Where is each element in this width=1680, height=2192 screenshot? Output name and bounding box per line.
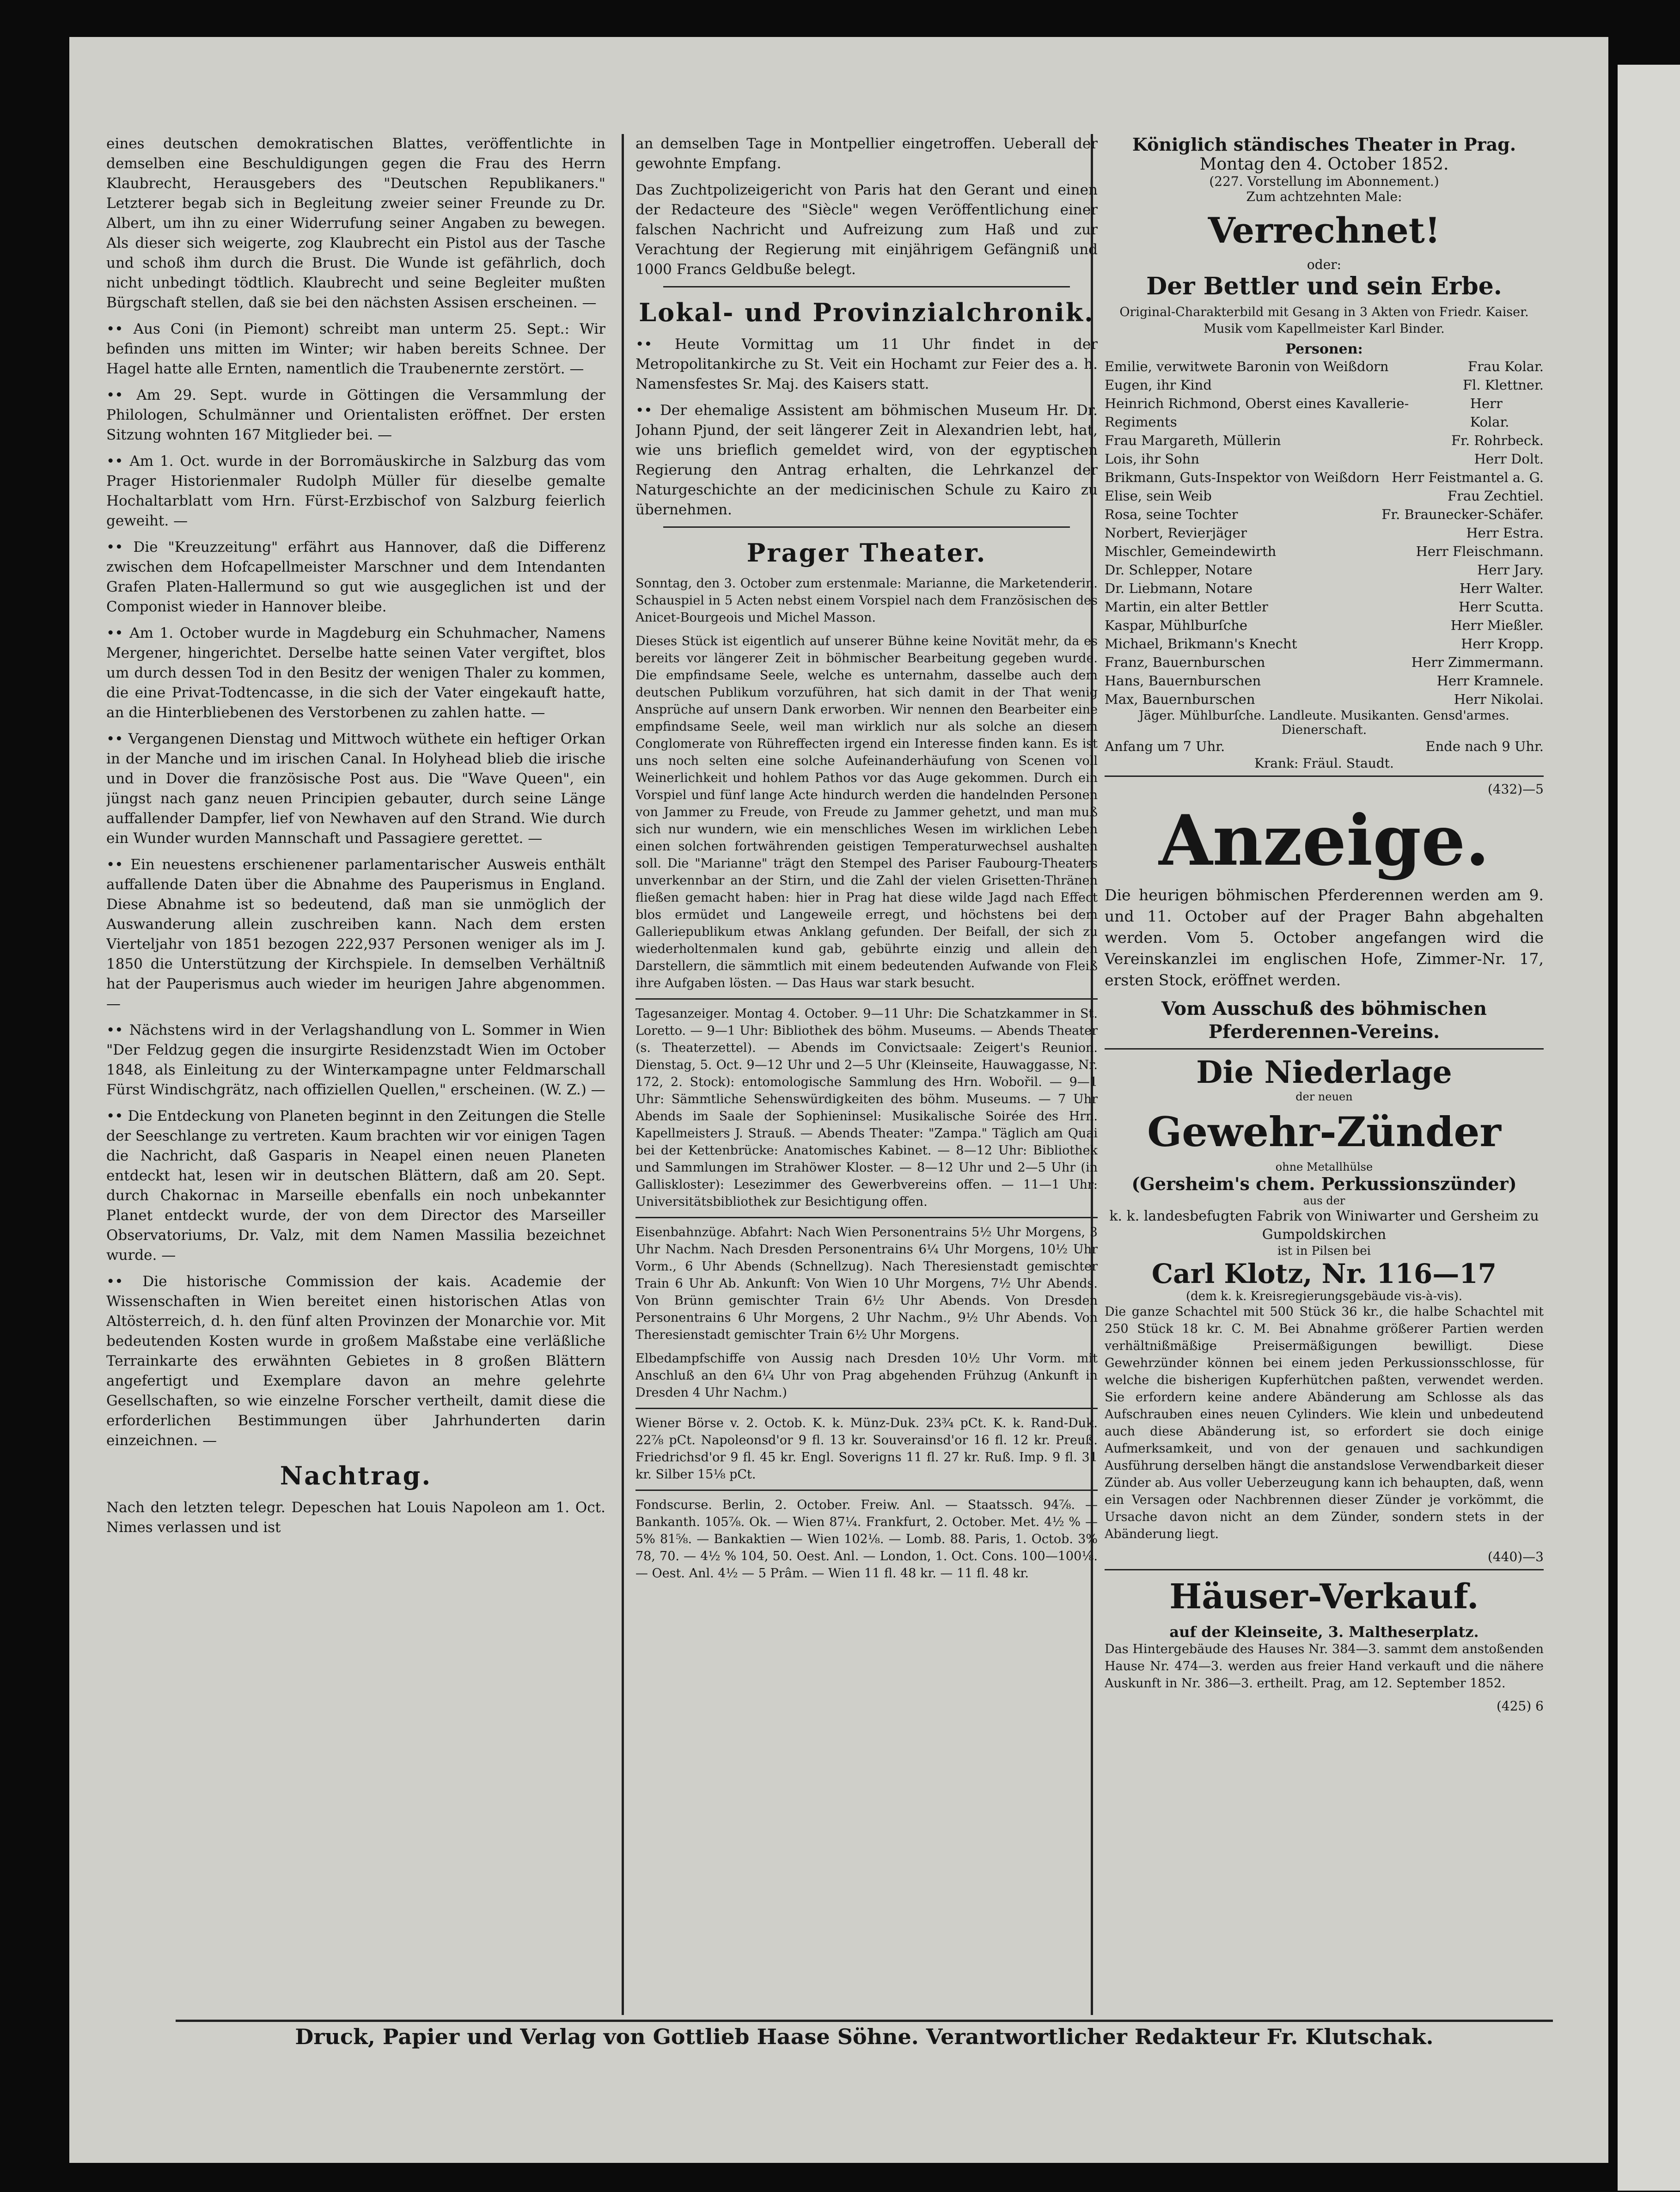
role-name: Kaspar, Mühlburſche xyxy=(1105,617,1248,633)
divider xyxy=(663,286,1070,287)
article-paragraph: •• Am 29. Sept. wurde in Göttingen die Versammlung der Philologen, Schulmänner und Orientalisten eröffnet. Der ersten Sitzung wohnten 167 Mitglieder bei. — xyxy=(106,387,605,443)
ad2-ist: ist in Pilsen bei xyxy=(1277,1244,1371,1258)
start-time: Anfang um 7 Uhr. xyxy=(1105,739,1225,754)
article-paragraph: Das Zuchtpolizeigericht von Paris hat den Gerant und einen der Redacteure des "Siècle" wegen Veröffentlichung einer falschen Nachricht und Aufreizung zum Haß und zur Verachtung der Regierung mit einjährigem Gefängniß und 1000 Francs Geldbuße belegt. xyxy=(635,182,1098,278)
ad2-title: Gewehr-Zünder xyxy=(1147,1108,1501,1156)
cast-row xyxy=(1105,450,1544,468)
cast-row xyxy=(1105,431,1544,450)
role-name: Elise, sein Weib xyxy=(1105,488,1212,504)
cast-row xyxy=(1105,394,1544,431)
ad3-title: Häuser-Verkauf. xyxy=(1169,1577,1479,1617)
ad2-name: Carl Klotz, Nr. 116—17 xyxy=(1151,1258,1497,1289)
actor-name: Herr Mießler. xyxy=(1450,617,1544,633)
footer-rule xyxy=(176,2020,1553,2022)
cast-row xyxy=(1105,542,1544,561)
role-name: Lois, ihr Sohn xyxy=(1105,451,1200,467)
ad2-gegenueber: (dem k. k. Kreisregierungsgebäude vis-à-vis). xyxy=(1185,1289,1462,1303)
role-name: Heinrich Richmond, Oberst eines Kavallerie-Regiments xyxy=(1105,396,1409,430)
ad-number: (425) 6 xyxy=(1496,1698,1544,1714)
tagesanzeiger: Tagesanzeiger. Montag 4. October. 9—11 Uhr: Die Schatzkammer in St. Loretto. — 9—1 Uhr: Bibliothek des böhm. Museums. — Abends Theater (s. Theaterzettel). — Abends im Convictsaale: Zeigert's Reunion. Dienstag, 5. Oct. 9—12 Uhr und 2—5 Uhr (Kleinseite, Hauwaggasse, Nr. 172, 2. Stock): entomologische Sammlung des Hrn. Wobořil. — 9—1 Uhr: Sämmtliche Sehenswürdigkeiten des böhm. Museums. — 7 Uhr Abends im Saale der Sophieninsel: Musikalische Soirée des Hrn. Kapellmeisters J. Strauß. — Abends Theater: "Zampa." Täglich am Quai bei der Kettenbrücke: Anatomisches Kabinet. — 8—12 Uhr: Bibliothek und Sammlungen im Strahöwer Kloster. — 8—12 Uhr und 2—5 Uhr (in Galliskloster): Lesezimmer des Gewerbvereins offen. — 11—1 Uhr: Universitätsbibliothek zur Besichtigung offen. xyxy=(635,1007,1098,1209)
ad-number: (432)—5 xyxy=(1487,782,1544,797)
end-time: Ende nach 9 Uhr. xyxy=(1425,739,1544,754)
ad2-fabrik: k. k. landesbefugten Fabrik von Winiwarter und Gersheim zu Gumpoldskirchen xyxy=(1109,1208,1539,1243)
theater-head: Königlich ständisches Theater in Prag. xyxy=(1132,134,1516,155)
actor-name: Herr Zimmermann. xyxy=(1411,654,1544,670)
cast-row xyxy=(1105,690,1544,708)
vorstellung: (227. Vorstellung im Abonnement.) xyxy=(1209,174,1439,189)
article-paragraph: eines deutschen demokratischen Blattes, veröffentlichte in demselben eine Beschuldigungen gegen die Frau des Herrn Klaubrecht, Herausgebers des "Deutschen Republikaners." Letzterer begab sich in Begleitung zweier seiner Freunde zu Dr. Albert, um ihn zu einer Widerrufung seiner Angaben zu bewegen. Als dieser sich weigerte, zog Klaubrecht ein Pistol aus der Tasche und schoß ihm durch die Brust. Die Wunde ist gefährlich, doch nicht unbedingt tödtlich. Klaubrecht und seine Begleiter mußten Bürgschaft stellen, daß sie bei den nächsten Assisen erscheinen. — xyxy=(106,135,605,311)
adjacent-page-edge xyxy=(1618,65,1680,2191)
actor-name: Herr Fleischmann. xyxy=(1416,543,1544,559)
play-title: Verrechnet! xyxy=(1208,210,1441,251)
cast-row xyxy=(1105,561,1544,579)
divider xyxy=(1105,1569,1544,1570)
cast-row xyxy=(1105,505,1544,524)
anzeige-text: Die heurigen böhmischen Pferderennen werden am 9. und 11. October auf der Prager Bahn abgehalten werden. Vom 5. October angefangen wird die Vereinskanzlei im englischen Hofe, Zimmer-Nr. 17, ersten Stock, eröffnet werden. xyxy=(1105,886,1544,989)
cast-row xyxy=(1105,653,1544,672)
article-paragraph: •• Die historische Commission der kais. Academie der Wissenschaften in Wien bereitet einen historischen Atlas von Altösterreich, d. h. den fünf alten Provinzen der Monarchie vor. Mit bedeutenden Kosten wurde in großem Maßstabe eine verläßliche Terrainkarte des erwähnten Gebietes in 8 großen Blättern angefertigt und Exemplare davon an mehre gelehrte Gesellschaften, so wie einzelne Forscher vertheilt, damit diese die erforderlichen Bestimmungen über Jahrhunderten darin einzeichnen. — xyxy=(106,1273,605,1449)
ad3-text: Das Hintergebäude des Hauses Nr. 384—3. sammt dem anstoßenden Hause Nr. 474—3. werden aus freier Hand verkauft und die nähere Auskunft in Nr. 386—3. ertheilt. Prag, am 12. September 1852. xyxy=(1105,1642,1544,1691)
actor-name: Herr Walter. xyxy=(1460,580,1544,596)
cast-list xyxy=(1105,357,1544,708)
cast-row xyxy=(1105,598,1544,616)
divider xyxy=(663,526,1070,528)
play-genre: Original-Charakterbild mit Gesang in 3 Akten von Friedr. Kaiser. Musik vom Kapellmeister Karl Binder. xyxy=(1119,305,1529,336)
column-rule xyxy=(622,134,624,2015)
actor-name: Herr Scutta. xyxy=(1459,599,1544,615)
article-paragraph: •• Der ehemalige Assistent am böhmischen Museum Hr. Dr. Johann Pjund, der seit längerer Zeit in Alexandrien lebt, hat, wie uns brieflich gemeldet wird, von der egyptischen Regierung den Antrag erhalten, die Lehrkanzel der Naturgeschichte an der medicinischen Schule zu Kairo zu übernehmen. xyxy=(635,402,1098,518)
eisenbahnzuege: Eisenbahnzüge. Abfahrt: Nach Wien Personentrains 5½ Uhr Morgens, 3 Uhr Nachm. Nach Dresden Personentrains 6¼ Uhr Morgens, 10½ Uhr Vorm., 6 Uhr Abends (Schnellzug). Nach Theresienstadt gemischter Train 6 Uhr Ab. Ankunft: Von Wien 10 Uhr Morgens, 7½ Uhr Abends. Von Brünn gemischter Train 6½ Uhr Abends. Von Dresden Personentrains 6 Uhr Morgens, 2 Uhr Nachm., 9½ Uhr Abends. Von Theresienstadt gemischter Train 6½ Uhr Morgens. xyxy=(635,1225,1098,1342)
role-name: Norbert, Revierjäger xyxy=(1105,525,1247,541)
nachtrag-text: Nach den letzten telegr. Depeschen hat Louis Napoleon am 1. Oct. Nimes verlassen und ist xyxy=(106,1499,605,1536)
role-name: Rosa, seine Tochter xyxy=(1105,507,1238,522)
elbedampfschiffe: Elbedampfschiffe von Aussig nach Dresden 10½ Uhr Vorm. mit Anschluß an den 6¼ Uhr von Prag abgehenden Frühzug (Ankunft in Dresden 4 Uhr Nachm.) xyxy=(635,1351,1098,1400)
article-paragraph: Dieses Stück ist eigentlich auf unserer Bühne keine Novität mehr, da es bereits vor längerer Zeit in böhmischer Bearbeitung gegeben wurde. Die empfindsame Seele, welche es unternahm, dasselbe auch dem deutschen Publikum vorzuführen, hat sich damit in der That wenig Ansprüche auf unsern Dank erworben. Wir nennen den Bearbeiter eine empfindsame Seele, weil man wirklich nur als solche an diesem Conglomerate von Rühreffecten irgend ein Interesse finden kann. Es ist uns noch selten eine solche Aufeinanderhäufung von Scenen voll Weinerlichkeit und hohlem Pathos vor das Auge gekommen. Durch ein Vorspiel und fünf lange Acte hindurch werden die handelnden Personen von Jammer zu Freude, von Freude zu Jammer gehetzt, und man muß sich nur wundern, wie ein menschliches Wesen im wirklichen Leben einen solchen fortwährenden geistigen Temperaturwechsel aushalten soll. Die "Marianne" trägt den Stempel des Pariser Faubourg-Theaters unverkennbar an der Stirn, und die Zahl der vielen Grisetten-Thränen fließen gemacht haben: hier in Prag hat diese wilde Jagd nach Effect blos ermüdet und Langeweile erregt, und höchstens bei dem Galleriepublikum etwas Anklang gefunden. Der Beifall, der sich zu wiederholtenmalen kund gab, gebührte einzig und allein den Darstellern, die sämmtlich mit einem bedeutenden Aufwande von Fleiß ihre Aufgaben lösten. — Das Haus war stark besucht. xyxy=(635,634,1098,990)
ad3-sub: auf der Kleinseite, 3. Maltheserplatz. xyxy=(1169,1623,1479,1641)
actor-name: Herr Dolt. xyxy=(1474,451,1544,467)
cast-row xyxy=(1105,672,1544,690)
fondscurse: Fondscurse. Berlin, 2. October. Freiw. Anl. — Staatssch. 94⅞. — Bankanth. 105⅞. Ok. — Wien 87¼. Frankfurt, 2. October. Met. 4½ % — 5% 81⅝. — Bankaktien — Wien 102⅛. — Lomb. 88. Paris, 1. Octob. 3% 78, 70. — 4½ % 104, 50. Oest. Anl. — London, 1. Oct. Cons. 100—100⅛. — Oest. Anl. 4½ — 5 Prâm. — Wien 11 fl. 48 kr. — 11 fl. 48 kr. xyxy=(635,1498,1098,1581)
role-name: Brikmann, Guts-Inspektor von Weißdorn xyxy=(1105,470,1380,485)
time-line xyxy=(1105,737,1544,756)
cast-row xyxy=(1105,524,1544,542)
nachtrag-heading: Nachtrag. xyxy=(280,1461,432,1490)
article-paragraph: •• Heute Vormittag um 11 Uhr findet in der Metropolitankirche zu St. Veit ein Hochamt zur Feier des a. h. Namensfestes Sr. Maj. des Kaisers statt. xyxy=(635,336,1098,392)
divider xyxy=(1105,1048,1544,1050)
actor-name: Frau Zechtiel. xyxy=(1448,488,1544,504)
column-2 xyxy=(635,134,1098,1588)
article-paragraph: •• Am 1. October wurde in Magdeburg ein Schuhmacher, Namens Mergener, hingerichtet. Derselbe hatte seinen Vater vergiftet, blos um durch dessen Tod in den Besitz der wenigen Thaler zu kommen, die eine Privat-Todtencasse, in die sich der Vater eingekauft hatte, an die Hinterbliebenen des Verstorbenen zu zahlen hatte. — xyxy=(106,625,605,721)
column-3 xyxy=(1105,134,1544,1714)
cast-row xyxy=(1105,468,1544,487)
role-name: Franz, Bauernburschen xyxy=(1105,654,1265,670)
actor-name: Herr Nikolai. xyxy=(1454,691,1544,707)
actor-name: Herr Feistmantel a. G. xyxy=(1392,470,1544,485)
actor-name: Fl. Klettner. xyxy=(1463,377,1544,393)
ad2-ohne: ohne Metallhülse xyxy=(1275,1160,1373,1173)
role-name: Max, Bauernburschen xyxy=(1105,691,1255,707)
ad2-sub: (Gersheim's chem. Perkussionszünder) xyxy=(1131,1173,1517,1194)
lokal-heading: Lokal- und Provinzialchronik. xyxy=(639,298,1094,327)
role-name: Martin, ein alter Bettler xyxy=(1105,599,1268,615)
article-paragraph: •• Am 1. Oct. wurde in der Borromäuskirche in Salzburg das vom Prager Historienmaler Rudolph Müller für dieselbe gemalte Hochaltarblatt vom Hrn. Fürst-Erzbischof von Salzburg feierlich geweiht. — xyxy=(106,453,605,529)
role-name: Dr. Schlepper, Notare xyxy=(1105,562,1252,578)
role-name: Hans, Bauernburschen xyxy=(1105,673,1261,689)
play-subtitle: Der Bettler und sein Erbe. xyxy=(1146,272,1502,300)
article-paragraph: •• Nächstens wird in der Verlagshandlung von L. Sommer in Wien "Der Feldzug gegen die insurgirte Residenzstadt Wien im October 1848, als Einleitung zu der Winterкampagne unter Feldmarschall Fürst Windischgrätz, nach offiziellen Quellen," erscheinen. (W. Z.) — xyxy=(106,1022,605,1098)
column-1 xyxy=(106,134,605,1544)
cast-row xyxy=(1105,616,1544,635)
actor-name: Fr. Rohrbeck. xyxy=(1451,433,1544,448)
ad2-text: Die ganze Schachtel mit 500 Stück 36 kr., die halbe Schachtel mit 250 Stück 18 kr. C. M. Bei Abnahme größerer Partien werden verhältnißmäßige Preisermäßigungen bewilligt. Diese Gewehrzünder können bei einem jeden Perkussionsschlosse, für welche die bisherigen Kupferhütchen paßten, verwendet werden. Sie erfordern keine andere Abänderung am Schlosse als das Aufschrauben eines neuen Cylinders. Wie klein und unbedeutend auch diese Abänderung ist, so erfordert sie doch einige Aufmerksamkeit, und von der genauen und sachkundigen Ausführung derselben hängt die anstandslose Verwendbarkeit dieser Zünder ab. Aus voller Ueberzeugung kann ich behaupten, daß, wenn ein Versagen oder Nachbrennen dieser Zünder je vorkömmt, die Ursache davon nicht an dem Zünder, sondern stets in der Abänderung liegt. xyxy=(1105,1305,1544,1541)
krank-note: Krank: Fräul. Staudt. xyxy=(1254,756,1394,771)
actor-name: Fr. Braunecker-Schäfer. xyxy=(1381,507,1544,522)
imprint-footer: Druck, Papier und Verlag von Gottlieb Haase Söhne. Verantwortlicher Redakteur Fr. Klutschak. xyxy=(295,2024,1434,2049)
oder: oder: xyxy=(1307,257,1342,272)
ad2-aus: aus der xyxy=(1303,1194,1345,1207)
ad2-head: Die Niederlage xyxy=(1196,1054,1452,1090)
cast-row xyxy=(1105,357,1544,376)
actor-name: Frau Kolar. xyxy=(1468,359,1544,374)
anzeige-sign: Vom Ausschuß des böhmischen Pferderennen-Vereins. xyxy=(1161,998,1487,1043)
role-name: Emilie, verwitwete Baronin von Weißdorn xyxy=(1105,359,1389,374)
article-paragraph: •• Die "Kreuzzeitung" erfährt aus Hannover, daß die Differenz zwischen dem Hofcapellmeister Marschner und dem Intendanten Grafen Platen-Hallermund so gut wie ausgeglichen ist und der Componist wieder in Hannover bleibe. xyxy=(106,539,605,615)
article-paragraph: •• Vergangenen Dienstag und Mittwoch wüthete ein heftiger Orkan in der Manche und im irischen Canal. In Holyhead blieb die irische und in Dover die französische Post aus. Die "Wave Queen", ein jüngst nach ganz neuen Principien gebauter, durch seine Länge auffallender Dampfer, lief von Newhaven auf den Strand. Wie durch ein Wunder wurden Mannschaft und Passagiere gerettet. — xyxy=(106,731,605,847)
role-name: Michael, Brikmann's Knecht xyxy=(1105,636,1297,652)
article-paragraph: •• Ein neuestens erschienener parlamentarischer Ausweis enthält auffallende Daten über die Abnahme des Pauperismus in England. Diese Abnahme ist so bedeutend, daß man sie unmöglich der Auswanderung allein zuschreiben kann. Nach dem ersten Vierteljahr von 1851 bezogen 222,937 Personen weniger als im J. 1850 die Unterstützung der Kirchspiele. In demselben Verhältniß hat der Pauperismus auch wieder im heurigen Jahre abgenommen. — xyxy=(106,856,605,1012)
anzeige-title: Anzeige. xyxy=(1159,800,1490,881)
role-name: Dr. Liebmann, Notare xyxy=(1105,580,1253,596)
actor-name: Herr Kolar. xyxy=(1470,396,1509,430)
cast-extras: Jäger. Mühlburſche. Landleute. Musikanten. Gensd'armes. Dienerschaft. xyxy=(1139,708,1509,737)
role-name: Mischler, Gemeindewirth xyxy=(1105,543,1277,559)
wiener-boerse: Wiener Börse v. 2. Octob. K. k. Münz-Duk. 23¾ pCt. K. k. Rand-Duk. 22⅞ pCt. Napoleonsd'or 9 fl. 13 kr. Souverainsd'or 16 fl. 12 kr. Preuß. Friedrichsd'or 9 fl. 45 kr. Engl. Soverigns 11 fl. 27 kr. Ruß. Imp. 9 fl. 31 kr. Silber 15⅛ pCt. xyxy=(635,1416,1098,1482)
article-paragraph: •• Die Entdeckung von Planeten beginnt in den Zeitungen die Stelle der Seeschlange zu vertreten. Kaum brachten wir vor einigen Tagen die Nachricht, daß Gasparis in Neapel einen neuen Planeten entdeckt hat, lesen wir in deutschen Blättern, daß am 20. Sept. durch Chakornac in Marseille ebenfalls ein noch unbekannter Planet entdeckt wurde, der von dem Director des Marseiller Observatoriums, Dr. Valz, mit dem Namen Massilia bezeichnet wurde. — xyxy=(106,1108,605,1264)
divider xyxy=(1105,775,1544,777)
actor-name: Herr Jary. xyxy=(1477,562,1544,578)
role-name: Frau Margareth, Müllerin xyxy=(1105,433,1281,448)
ad-number: (440)—3 xyxy=(1487,1549,1544,1564)
performance-date: Montag den 4. October 1852. xyxy=(1199,155,1449,174)
actor-name: Herr Kropp. xyxy=(1461,636,1544,652)
article-paragraph: •• Aus Coni (in Piemont) schreibt man unterm 25. Sept.: Wir befinden uns mitten im Winter; wir haben bereits Schnee. Der Hagel hatte alle Ernten, namentlich die Traubenernte zerstört. — xyxy=(106,321,605,377)
theater-heading: Prager Theater. xyxy=(746,538,987,568)
article-paragraph: an demselben Tage in Montpellier eingetroffen. Ueberall der gewohnte Empfang. xyxy=(635,135,1098,172)
role-name: Eugen, ihr Kind xyxy=(1105,377,1212,393)
zum-male: Zum achtzehnten Male: xyxy=(1246,189,1402,204)
cast-row xyxy=(1105,376,1544,394)
ad2-der: der neuen xyxy=(1295,1090,1353,1103)
personen-heading: Personen: xyxy=(1285,341,1363,357)
cast-row xyxy=(1105,487,1544,505)
actor-name: Herr Estra. xyxy=(1466,525,1544,541)
cast-row xyxy=(1105,635,1544,653)
article-paragraph: Sonntag, den 3. October zum erstenmale: Marianne, die Marketenderin. Schauspiel in 5 Acten nebst einem Vorspiel nach dem Französischen des Anicet-Bourgeois und Michel Masson. xyxy=(635,576,1098,625)
actor-name: Herr Kramnele. xyxy=(1436,673,1544,689)
cast-row xyxy=(1105,579,1544,598)
